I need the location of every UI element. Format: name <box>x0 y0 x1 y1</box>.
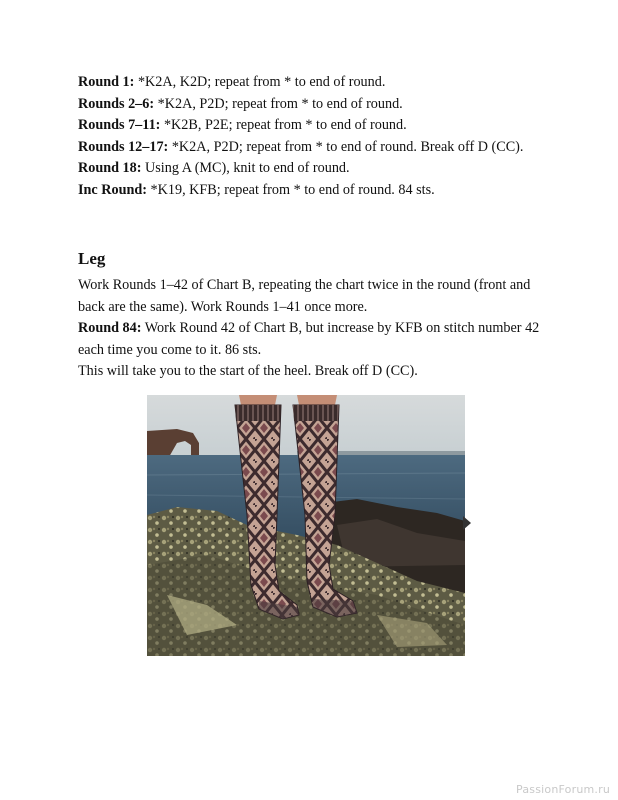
leg-paragraph-1: Work Rounds 1–42 of Chart B, repeating the chart twice in the round (front and back are the same). Work Rounds 1–41 once more. <box>78 277 531 315</box>
round-label: Rounds 12–17: <box>78 138 169 155</box>
socks-photo-illustration <box>147 395 465 656</box>
left-sock-cuff <box>235 405 281 421</box>
round-label: Rounds 2–6: <box>78 95 155 112</box>
round-84-line <box>78 318 548 361</box>
right-leg-skin <box>297 395 337 405</box>
round-text: Work Round 42 of Chart B, but increase by KFB on stitch number 42 each time you come to it. 86 sts. <box>78 320 540 358</box>
round-1-line <box>78 72 548 94</box>
round-text: *K2B, P2E; repeat from * to end of round. <box>160 117 407 133</box>
inc-round-line <box>78 180 548 202</box>
round-text: *K2A, K2D; repeat from * to end of round. <box>134 74 386 90</box>
round-text: *K2A, P2D; repeat from * to end of round. <box>154 95 403 112</box>
round-text: *K19, KFB; repeat from * to end of round. 84 sts. <box>147 181 435 198</box>
round-text: Using A (MC), knit to end of round. <box>141 160 350 176</box>
socks-photo <box>147 395 465 656</box>
leg-heading: Leg <box>78 249 106 268</box>
round-label: Inc Round: <box>78 181 147 198</box>
round-label: Round 84: <box>78 320 142 336</box>
round-18-line <box>78 158 548 180</box>
round-text: *K2A, P2D; repeat from * to end of round. Break off D (CC). <box>168 138 524 155</box>
round-label: Round 18: <box>78 160 142 176</box>
watermark: PassionForum.ru <box>516 783 610 796</box>
leg-instructions <box>78 275 548 383</box>
round-2-6-line <box>78 94 548 116</box>
next-arrow-icon[interactable] <box>463 516 471 530</box>
round-label: Rounds 7–11: <box>78 117 161 133</box>
leg-paragraph-3: This will take you to the start of the heel. Break off D (CC). <box>78 363 418 379</box>
rounds-instructions <box>78 72 548 201</box>
round-7-11-line <box>78 115 548 137</box>
round-label: Round 1: <box>78 74 135 90</box>
round-12-17-line <box>78 137 548 159</box>
right-sock-cuff <box>293 405 339 421</box>
left-leg-skin <box>239 395 277 405</box>
